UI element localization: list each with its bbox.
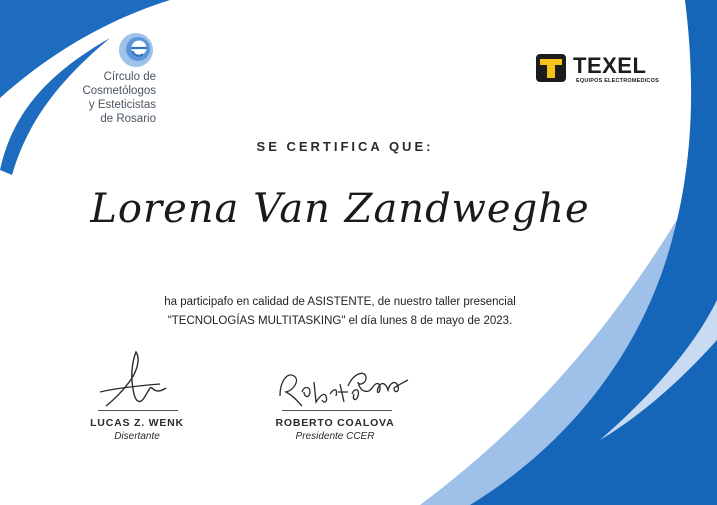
ccer-logo-line: y Esteticistas [88, 99, 156, 111]
signatory-name: LUCAS Z. WENK [90, 417, 184, 429]
body-line-1: ha participafo en calidad de ASISTENTE, de nuestro taller presencial [164, 296, 516, 308]
signatory-name: ROBERTO COALOVA [275, 417, 395, 429]
signature-line [282, 410, 392, 411]
texel-logo [536, 52, 666, 86]
signatory-role: Disertante [114, 431, 160, 442]
texel-t-icon [536, 54, 566, 82]
recipient-name: Lorena Van Zandweghe [90, 186, 590, 232]
ccer-logo-line: de Rosario [100, 113, 156, 125]
signature-wenk [96, 348, 186, 412]
certificate-body [0, 293, 680, 331]
ccer-swirl-icon [118, 32, 154, 68]
texel-tagline: EQUIPOS ELECTROMEDICOS [576, 78, 659, 84]
signature-line [98, 410, 178, 411]
certificate-heading: SE CERTIFICA QUE: [256, 139, 434, 154]
ccer-logo-text [40, 70, 156, 126]
signatory-role: Presidente CCER [295, 431, 375, 442]
ccer-logo-line: Cosmetólogos [82, 85, 156, 97]
texel-brand-name: TEXEL [573, 53, 647, 78]
ccer-logo-line: Círculo de [103, 71, 156, 83]
body-line-2: "TECNOLOGÍAS MULTITASKING" el día lunes 8 de mayo de 2023. [167, 315, 513, 327]
signature-coalova [274, 362, 414, 414]
